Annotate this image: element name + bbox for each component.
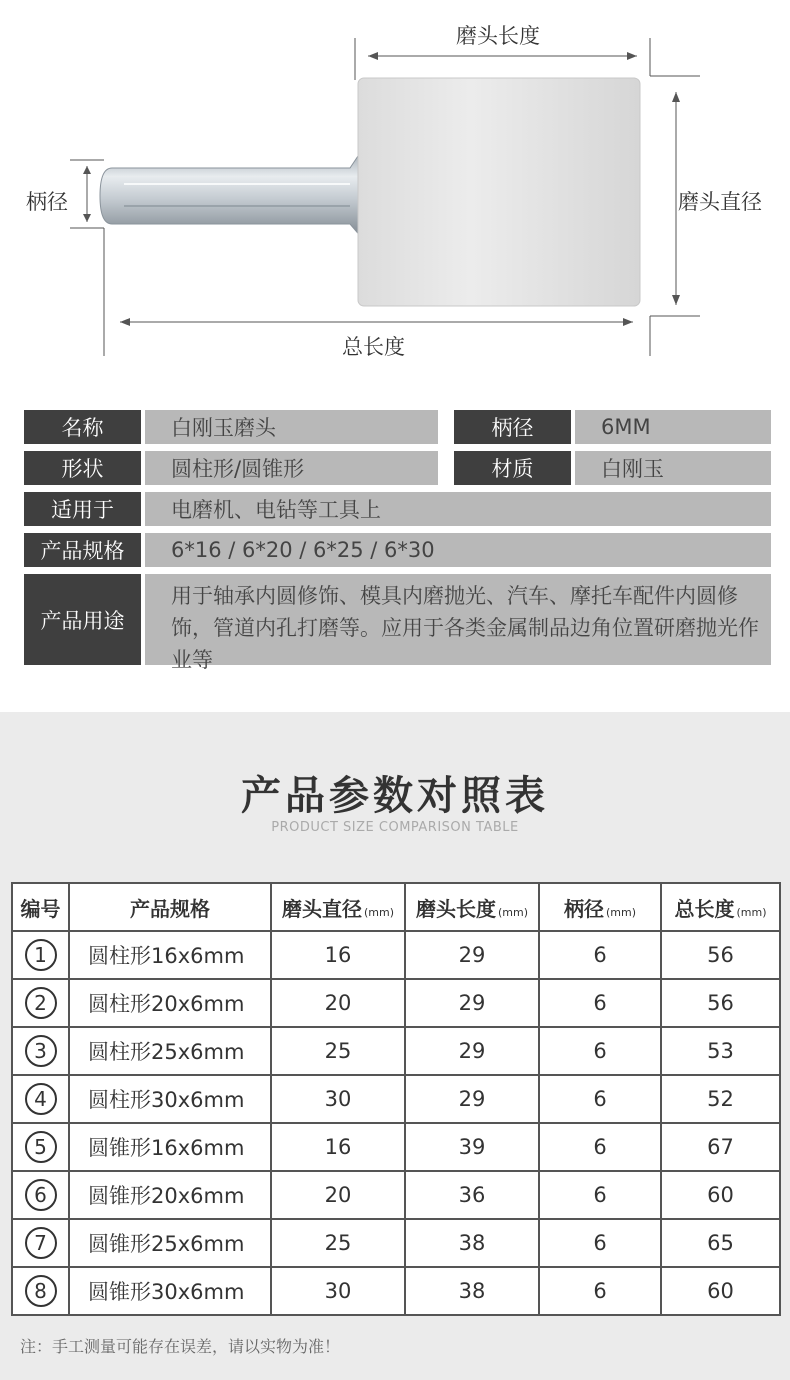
row-diameter: 16 <box>271 1123 405 1171</box>
row-total: 53 <box>661 1027 780 1075</box>
product-diagram <box>0 0 790 390</box>
header-diameter: 磨头直径 (mm) <box>271 883 405 931</box>
row-shank: 6 <box>539 1027 661 1075</box>
circled-number-icon: 7 <box>25 1227 57 1259</box>
row-length: 38 <box>405 1219 539 1267</box>
row-total: 65 <box>661 1219 780 1267</box>
info-value-spec: 6*16 / 6*20 / 6*25 / 6*30 <box>145 533 771 567</box>
grinding-head-icon <box>358 78 640 306</box>
info-key-shape: 形状 <box>24 451 141 485</box>
info-value-name: 白刚玉磨头 <box>145 410 438 444</box>
info-value-applicable: 电磨机、电钻等工具上 <box>145 492 771 526</box>
info-key-name: 名称 <box>24 410 141 444</box>
header-shank: 柄径 (mm) <box>539 883 661 931</box>
row-total: 67 <box>661 1123 780 1171</box>
row-length: 29 <box>405 931 539 979</box>
row-diameter: 16 <box>271 931 405 979</box>
row-shank: 6 <box>539 1171 661 1219</box>
info-key-applicable: 适用于 <box>24 492 141 526</box>
row-length: 36 <box>405 1171 539 1219</box>
info-value-usage: 用于轴承内圆修饰、模具内磨抛光、汽车、摩托车配件内圆修饰，管道内孔打磨等。应用于各类金属制品边角位置研磨抛光作业等 <box>145 574 771 665</box>
circled-number-icon: 4 <box>25 1083 57 1115</box>
info-value-material: 白刚玉 <box>575 451 771 485</box>
row-number <box>12 1219 69 1267</box>
row-total: 56 <box>661 931 780 979</box>
info-key-spec: 产品规格 <box>24 533 141 567</box>
header-spec: 产品规格 <box>69 883 271 931</box>
circled-number-icon: 5 <box>25 1131 57 1163</box>
info-key-material: 材质 <box>454 451 571 485</box>
row-spec: 圆锥形30x6mm <box>69 1267 271 1315</box>
row-spec: 圆锥形20x6mm <box>69 1171 271 1219</box>
row-length: 29 <box>405 1027 539 1075</box>
row-diameter: 30 <box>271 1267 405 1315</box>
row-shank: 6 <box>539 979 661 1027</box>
table-row <box>12 1267 780 1315</box>
shank-icon <box>100 150 362 238</box>
row-number <box>12 979 69 1027</box>
row-total: 60 <box>661 1267 780 1315</box>
circled-number-icon: 2 <box>25 987 57 1019</box>
table-header-row <box>12 883 780 931</box>
row-length: 29 <box>405 979 539 1027</box>
row-spec: 圆柱形20x6mm <box>69 979 271 1027</box>
row-diameter: 20 <box>271 979 405 1027</box>
header-total: 总长度 (mm) <box>661 883 780 931</box>
table-row <box>12 1075 780 1123</box>
info-key-shank: 柄径 <box>454 410 571 444</box>
table-row <box>12 1123 780 1171</box>
row-spec: 圆柱形16x6mm <box>69 931 271 979</box>
shank-diameter-label: 柄径 <box>26 190 68 214</box>
row-total: 60 <box>661 1171 780 1219</box>
table-row <box>12 1219 780 1267</box>
measurement-note: 注：手工测量可能存在误差，请以实物为准！ <box>20 1337 341 1356</box>
info-value-shank: 6MM <box>575 410 771 444</box>
comparison-title: 产品参数对照表 <box>241 773 549 819</box>
row-shank: 6 <box>539 1267 661 1315</box>
row-length: 39 <box>405 1123 539 1171</box>
row-number <box>12 1267 69 1315</box>
row-total: 56 <box>661 979 780 1027</box>
row-shank: 6 <box>539 1075 661 1123</box>
row-spec: 圆柱形25x6mm <box>69 1027 271 1075</box>
table-row <box>12 931 780 979</box>
row-number <box>12 931 69 979</box>
row-diameter: 20 <box>271 1171 405 1219</box>
row-number <box>12 1123 69 1171</box>
spec-comparison-table <box>11 882 781 1316</box>
circled-number-icon: 1 <box>25 939 57 971</box>
row-length: 38 <box>405 1267 539 1315</box>
row-shank: 6 <box>539 931 661 979</box>
info-value-shape: 圆柱形/圆锥形 <box>145 451 438 485</box>
row-number <box>12 1075 69 1123</box>
header-length: 磨头长度 (mm) <box>405 883 539 931</box>
row-shank: 6 <box>539 1219 661 1267</box>
row-shank: 6 <box>539 1123 661 1171</box>
row-length: 29 <box>405 1075 539 1123</box>
row-number <box>12 1171 69 1219</box>
info-key-usage: 产品用途 <box>24 574 141 665</box>
head-length-label: 磨头长度 <box>456 24 540 48</box>
row-number <box>12 1027 69 1075</box>
row-diameter: 30 <box>271 1075 405 1123</box>
circled-number-icon: 3 <box>25 1035 57 1067</box>
header-no: 编号 <box>12 883 69 931</box>
circled-number-icon: 6 <box>25 1179 57 1211</box>
row-total: 52 <box>661 1075 780 1123</box>
row-diameter: 25 <box>271 1219 405 1267</box>
table-row <box>12 1171 780 1219</box>
table-row <box>12 1027 780 1075</box>
circled-number-icon: 8 <box>25 1275 57 1307</box>
comparison-subtitle: PRODUCT SIZE COMPARISON TABLE <box>271 820 519 835</box>
comparison-section <box>0 712 790 1380</box>
row-spec: 圆柱形30x6mm <box>69 1075 271 1123</box>
row-diameter: 25 <box>271 1027 405 1075</box>
total-length-label: 总长度 <box>342 335 405 359</box>
table-row <box>12 979 780 1027</box>
head-diameter-label: 磨头直径 <box>678 190 762 214</box>
row-spec: 圆锥形25x6mm <box>69 1219 271 1267</box>
row-spec: 圆锥形16x6mm <box>69 1123 271 1171</box>
